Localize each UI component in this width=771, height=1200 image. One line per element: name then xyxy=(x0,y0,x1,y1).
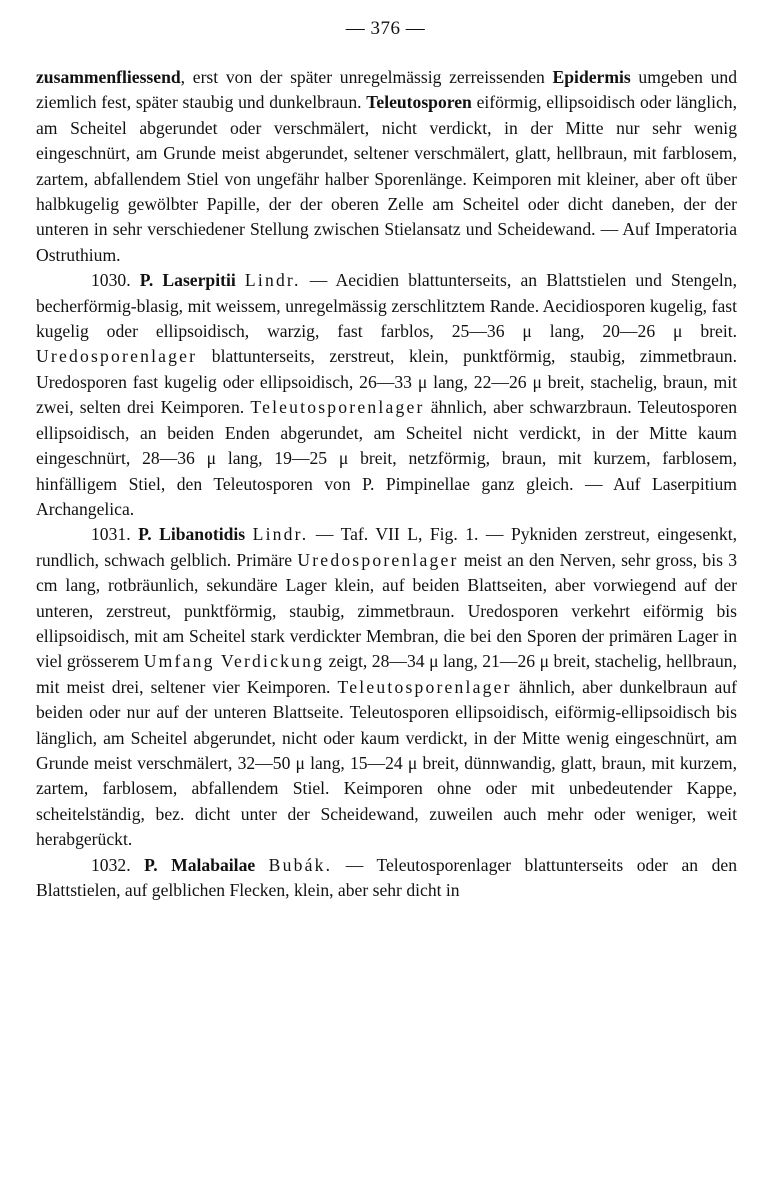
text-body xyxy=(36,65,737,903)
text-run: Lindr. xyxy=(252,524,309,545)
text-run: 1032. xyxy=(91,854,145,875)
text-run: umgeben und ziemlich fest, später staubig und dunkelbraun. xyxy=(36,67,737,113)
text-run xyxy=(236,270,245,290)
text-run: Epidermis xyxy=(552,67,631,87)
text-run xyxy=(255,855,269,875)
text-run: , erst von der später unregelmässig zerreissenden xyxy=(180,67,553,87)
text-run: Bubák. xyxy=(268,854,333,875)
paragraph-continuation xyxy=(36,65,737,268)
text-run: zusammenfliessend xyxy=(36,67,181,87)
text-run: Lindr. xyxy=(244,270,301,291)
text-run: 1030. xyxy=(91,270,140,291)
text-run: Teleutosporen xyxy=(366,92,472,113)
page-number: — 376 — xyxy=(345,18,426,39)
text-run: Teleutosporenlager xyxy=(250,397,425,418)
text-run: 1031. xyxy=(91,524,139,545)
text-run: P. Laserpitii xyxy=(139,270,236,291)
text-run: — Aecidien blattunterseits, an Blattstielen und Stengeln, becherförmig-blasig, mit weissem, unregelmässig zerschlitztem Rande. Aecidiosporen kugelig, fast kugelig oder ellipsoidisch, warzig, fast farblos, 25—36 μ lang, 20—26 μ breit. xyxy=(36,270,738,342)
entry-1031 xyxy=(36,522,737,852)
entry-1030 xyxy=(36,268,737,522)
text-run: Umfang Verdickung xyxy=(143,651,325,672)
text-run: meist an den Nerven, sehr gross, bis 3 cm lang, rotbräunlich, sekundäre Lager klein, auf beiden Blattseiten, aber vorwiegend auf der unteren, zerstreut, punktförmig, staubig, zimmetbraun. Uredosporen verkehrt eiförmig bis ellipsoidisch, mit am Scheitel stark verdickter Membran, die bei den Sporen der primären Lager in viel grösserem xyxy=(36,549,737,672)
text-run: eiförmig, ellipsoidisch oder länglich, am Scheitel abgerundet oder verschmälert, nicht verdickt, in der Mitte nur sehr wenig eingeschnürt, am Grunde meist abgerundet, seltener verschmälert, glatt, hellbraun, mit farblosem, zartem, abfallendem Stiel von ungefähr halber Sporenlänge. Keimporen mit kleiner, aber oft über halbkugelig gewölbter Papille, der der oberen Zelle am Scheitel oder dicht daneben, der der unteren in sehr verschiedener Stellung zwischen Stielansatz und Scheidewand. — Auf Imperatoria Ostruthium. xyxy=(36,92,737,265)
text-run: ähnlich, aber schwarzbraun. Teleutosporen ellipsoidisch, an beiden Enden abgerundet, am Scheitel nicht verdickt, in der Mitte kaum eingeschnürt, 28—36 μ lang, 19—25 μ breit, netzförmig, braun, mit kurzem, farblosem, hinfälligem Stiel, den Teleutosporen von P. Pimpinellae ganz gleich. — Auf Laserpitium Archangelica. xyxy=(36,397,737,519)
text-run: zeigt, 28—34 μ lang, 21—26 μ breit, stachelig, hellbraun, mit meist drei, seltener vier Keimporen. xyxy=(36,651,737,697)
text-run: ähnlich, aber dunkelbraun auf beiden oder nur auf der unteren Blattseite. Teleutosporen ellipsoidisch, eiförmig-ellipsoidisch bis länglich, am Scheitel abgerundet, nicht oder kaum verdickt, in der Mitte wenig eingeschnürt, am Grunde meist verschmälert, 32—50 μ lang, 15—24 μ breit, dünnwandig, glatt, braun, mit kurzem, zartem, farblosem, abfallendem Stiel. Keimporen ohne oder mit unbedeutender Kappe, scheitelständig, bez. dicht unter der Scheidewand, zuweilen auch mehr oder weniger, weit herabgerückt. xyxy=(36,676,737,850)
text-run: Uredosporenlager xyxy=(297,549,459,570)
entry-1032 xyxy=(36,853,737,904)
text-run: blattunterseits, zerstreut, klein, punktförmig, staubig, zimmetbraun. Uredosporen fast kugelig oder ellipsoidisch, 26—33 μ lang, 22—26 μ breit, stachelig, braun, mit zwei, selten drei Keimporen. xyxy=(36,346,737,418)
text-run: Teleutosporenlager xyxy=(337,676,512,697)
text-run: — Taf. VII L, Fig. 1. — Pykniden zerstreut, eingesenkt, rundlich, schwach gelblich. Primäre xyxy=(36,524,738,570)
text-run: P. Malabailae xyxy=(144,854,256,875)
text-run xyxy=(245,524,252,544)
text-run: P. Libanotidis xyxy=(138,524,246,545)
text-run: Uredosporenlager xyxy=(36,346,198,367)
text-run: — Teleutosporenlager blattunterseits oder an den Blattstielen, auf gelblichen Flecken, klein, aber sehr dicht in xyxy=(36,854,737,900)
